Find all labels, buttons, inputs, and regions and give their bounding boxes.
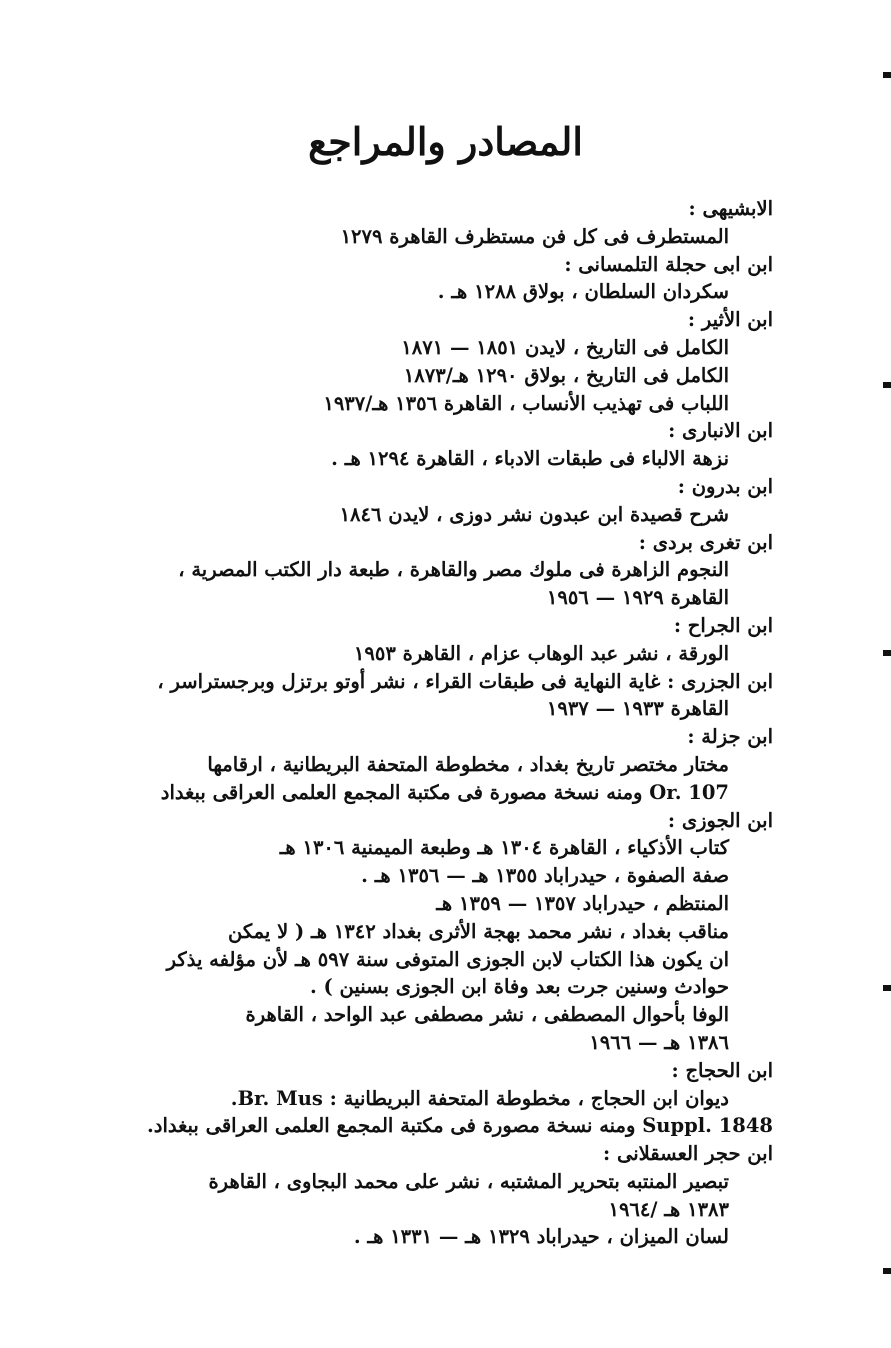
author-heading: ابن بدرون : <box>677 474 773 498</box>
bibliography-entry: الوفا بأحوال المصطفى ، نشر مصطفى عبد الواحد ، القاهرة <box>245 1003 729 1027</box>
author-heading: ابن الحجاج : <box>671 1058 773 1082</box>
edge-mark <box>883 1268 891 1274</box>
edge-mark <box>883 650 891 656</box>
author-heading: ابن الجوزى : <box>667 808 773 832</box>
bibliography-entry: Suppl. 1848 ومنه نسخة مصورة فى مكتبة المجمع العلمى العراقى ببغداد. <box>146 1114 773 1138</box>
author-heading: ابن الانبارى : <box>668 419 773 443</box>
bibliography-entry: الكامل فى التاريخ ، لايدن ١٨٥١ — ١٨٧١ <box>401 335 729 359</box>
entry-continuation: القاهرة ١٩٣٣ — ١٩٣٧ <box>546 697 729 721</box>
author-heading: ابن جزلة : <box>687 725 773 749</box>
bibliography-entry: المنتظم ، حيدراباد ١٣٥٧ — ١٣٥٩ هـ <box>436 891 729 915</box>
bibliography-entry: مختار مختصر تاريخ بغداد ، مخطوطة المتحفة البريطانية ، ارقامها <box>207 752 729 776</box>
author-heading: ابن تغرى بردى : <box>638 530 773 554</box>
entry-continuation: ان يكون هذا الكتاب لابن الجوزى المتوفى سنة ٥٩٧ هـ لأن مؤلفه يذكر <box>166 947 729 971</box>
bibliography-entry: نزهة الالباء فى طبقات الادباء ، القاهرة ١٢٩٤ هـ . <box>331 447 729 471</box>
bibliography-entry: صفة الصفوة ، حيدراباد ١٣٥٥ هـ — ١٣٥٦ هـ . <box>361 864 729 888</box>
bibliography-entry: كتاب الأذكياء ، القاهرة ١٣٠٤ هـ وطبعة الميمنية ١٣٠٦ هـ <box>279 836 729 860</box>
author-heading: ابن الأثير : <box>687 308 773 332</box>
author-heading: ابن حجر العسقلانى : <box>603 1142 773 1166</box>
bibliography-entry: سكردان السلطان ، بولاق ١٢٨٨ هـ . <box>437 280 729 304</box>
entry-continuation: ١٣٨٦ هـ — ١٩٦٦ <box>589 1030 729 1054</box>
entry-continuation: حوادث وسنين جرت بعد وفاة ابن الجوزى بسنين ) . <box>309 975 729 999</box>
bibliography-entry: اللباب فى تهذيب الأنساب ، القاهرة ١٣٥٦ هـ/١٩٣٧ <box>323 391 729 415</box>
author-heading: الابشيهى : <box>688 197 773 220</box>
bibliography-entry: Or. 107 ومنه نسخة مصورة فى مكتبة المجمع العلمى العراقى ببغداد <box>160 780 729 804</box>
entry-continuation: ١٣٨٣ هـ /١٩٦٤ <box>608 1197 729 1221</box>
bibliography-entry: الكامل فى التاريخ ، بولاق ١٢٩٠ هـ/١٨٧٣ <box>403 363 729 387</box>
bibliography-entry: ديوان ابن الحجاج ، مخطوطة المتحفة البريطانية : Br. Mus. <box>230 1086 729 1110</box>
bibliography-entry: ابن الجزرى : غاية النهاية فى طبقات القراء ، نشر أوتو برتزل وبرجستراسر ، <box>157 669 773 693</box>
bibliography-list <box>93 195 773 1251</box>
author-heading: ابن الجراح : <box>673 613 773 637</box>
entry-continuation: القاهرة ١٩٢٩ — ١٩٥٦ <box>546 586 729 610</box>
edge-mark <box>883 985 891 991</box>
bibliography-entry: النجوم الزاهرة فى ملوك مصر والقاهرة ، طبعة دار الكتب المصرية ، <box>178 558 729 582</box>
bibliography-entry: المستطرف فى كل فن مستظرف القاهرة ١٢٧٩ <box>340 224 729 248</box>
bibliography-entry: لسان الميزان ، حيدراباد ١٣٢٩ هـ — ١٣٣١ هـ . <box>353 1225 729 1249</box>
bibliography-entry: تبصير المنتبه بتحرير المشتبه ، نشر على محمد البجاوى ، القاهرة <box>208 1169 729 1193</box>
author-heading: ابن ابى حجلة التلمسانى : <box>564 252 773 276</box>
bibliography-entry: شرح قصيدة ابن عبدون نشر دوزى ، لايدن ١٨٤٦ <box>339 502 729 526</box>
edge-mark <box>883 72 891 78</box>
bibliography-entry: مناقب بغداد ، نشر محمد بهجة الأثرى بغداد ١٣٤٢ هـ ( لا يمكن <box>228 919 729 943</box>
bibliography-entry: الورقة ، نشر عبد الوهاب عزام ، القاهرة ١٩٥٣ <box>353 641 729 665</box>
page-title: المصادر والمراجع <box>308 119 583 164</box>
edge-mark <box>883 382 891 388</box>
